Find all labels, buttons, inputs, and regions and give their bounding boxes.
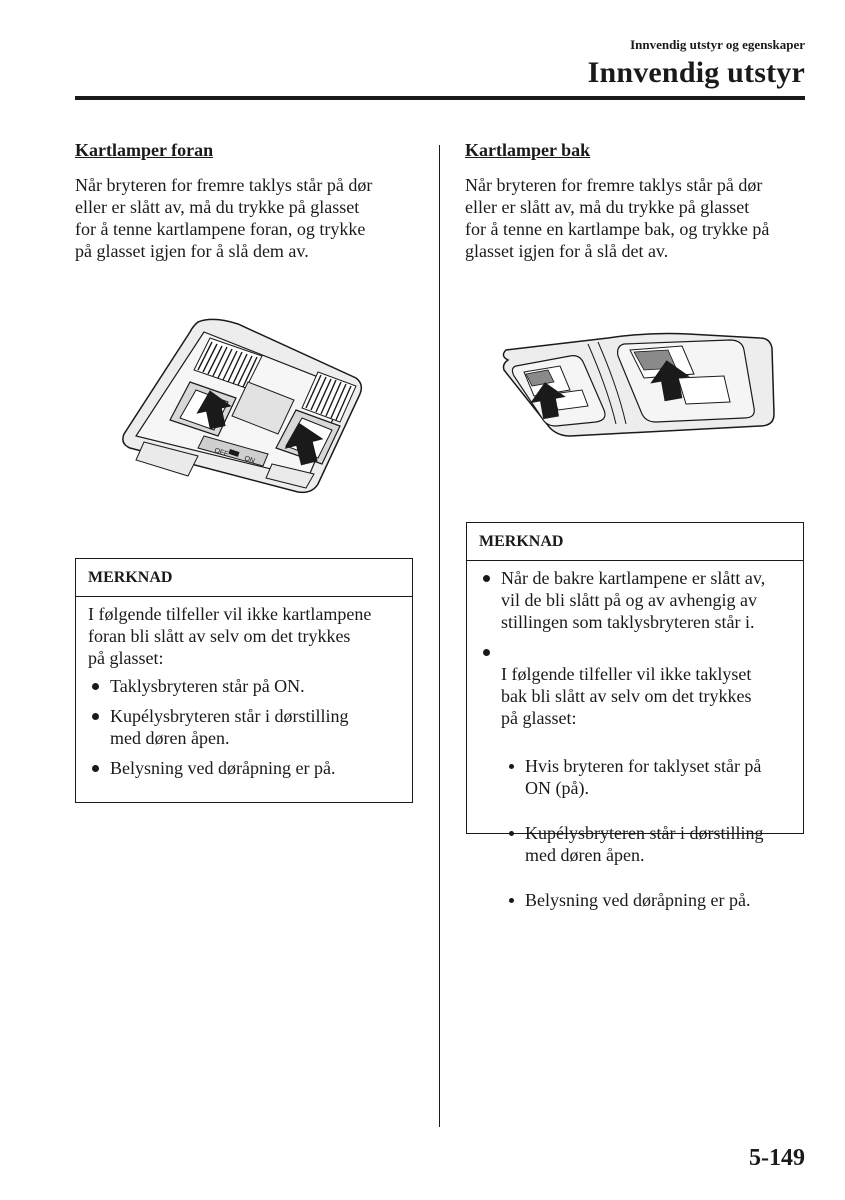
note-bullet: Kupélysbryteren står i dørstilling med døren åpen. bbox=[88, 705, 402, 749]
section-header: Innvendig utstyr og egenskaper bbox=[630, 37, 805, 52]
note-sub-bullet: Hvis bryteren for taklyset står på ON (på). bbox=[501, 755, 793, 799]
note-sub-bullet: Kupélysbryteren står i dørstilling med døren åpen. bbox=[501, 822, 793, 866]
rear-lamps-heading: Kartlamper bak bbox=[465, 140, 591, 160]
switch-on-label: ON bbox=[243, 455, 256, 466]
column-divider bbox=[439, 145, 440, 1127]
note-bullet-list bbox=[88, 675, 402, 779]
switch-off-label: OFF bbox=[213, 447, 229, 459]
note-title: MERKNAD bbox=[467, 523, 803, 561]
rear-map-lamp-illustration bbox=[498, 330, 778, 440]
note-intro: I følgende tilfeller vil ikke kartlampene foran bli slått av selv om det trykkes på glasset: bbox=[88, 604, 372, 668]
note-sub-bullet: Belysning ved døråpning er på. bbox=[501, 889, 793, 911]
note-bullet-text: I følgende tilfeller vil ikke taklyset bak bli slått av selv om det trykkes på glasset: bbox=[501, 664, 752, 728]
note-bullet: Taklysbryteren står på ON. bbox=[88, 675, 402, 697]
rear-lamps-note bbox=[466, 522, 804, 910]
note-title: MERKNAD bbox=[76, 559, 412, 597]
front-map-lamp-illustration bbox=[118, 318, 366, 496]
note-bullet-list bbox=[479, 567, 793, 956]
front-lamps-note bbox=[75, 558, 413, 803]
note-bullet: Belysning ved døråpning er på. bbox=[88, 757, 402, 779]
front-lamps-text: Når bryteren for fremre taklys står på dør eller er slått av, må du trykke på glasset for å tenne kartlampene foran, og trykke på glasset igjen for å slå dem av. bbox=[75, 175, 373, 261]
rear-lamps-text: Når bryteren for fremre taklys står på dør eller er slått av, må du trykke på glasset for å tenne en kartlampe bak, og trykke på glasset igjen for å slå det av. bbox=[465, 175, 770, 261]
note-sub-list bbox=[501, 733, 793, 934]
note-bullet bbox=[479, 641, 793, 956]
note-bullet: Når de bakre kartlampene er slått av, vil de bli slått på og av avhengig av stillingen som taklysbryteren står i. bbox=[479, 567, 793, 633]
page-title: Innvendig utstyr bbox=[587, 56, 805, 89]
page-number: 5-149 bbox=[749, 1145, 805, 1171]
front-lamps-heading: Kartlamper foran bbox=[75, 140, 214, 160]
header-rule bbox=[75, 96, 805, 100]
